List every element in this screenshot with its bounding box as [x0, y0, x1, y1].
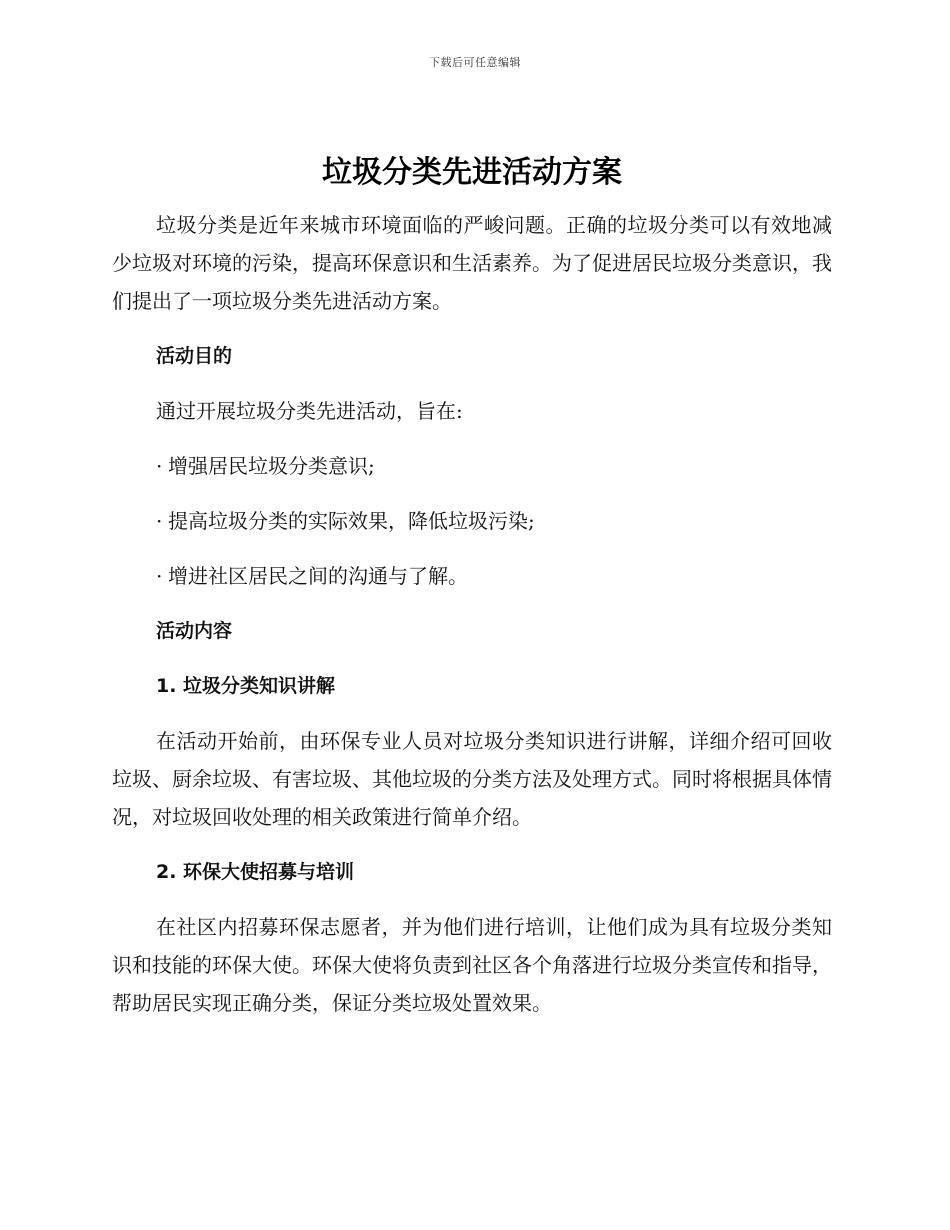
bullet-text: 增进社区居民之间的沟通与了解。 — [168, 564, 468, 588]
bullet-dot-icon: · — [156, 454, 163, 478]
subsection-heading: 1. 垃圾分类知识讲解 — [156, 675, 336, 697]
bullet-text: 提高垃圾分类的实际效果，降低垃圾污染; — [168, 509, 535, 533]
bullet-item — [112, 557, 832, 595]
section-heading-content: 活动内容 — [156, 620, 233, 642]
purpose-lead: 通过开展垃圾分类先进活动，旨在: — [156, 399, 463, 423]
bullet-item — [112, 502, 832, 540]
bullet-item — [112, 447, 832, 485]
intro-paragraph: 垃圾分类是近年来城市环境面临的严峻问题。正确的垃圾分类可以有效地减少垃圾对环境的污染，提高环保意识和生活素养。为了促进居民垃圾分类意识，我们提出了一项垃圾分类先进活动方案。 — [112, 213, 832, 313]
document-body — [112, 148, 832, 1039]
document-title: 垃圾分类先进活动方案 — [322, 155, 622, 190]
section-heading-purpose: 活动目的 — [156, 345, 233, 367]
bullet-dot-icon: · — [156, 564, 163, 588]
subsection-body: 在社区内招募环保志愿者，并为他们进行培训，让他们成为具有垃圾分类知识和技能的环保大使。环保大使将负责到社区各个角落进行垃圾分类宣传和指导，帮助居民实现正确分类，保证分类垃圾处置效果。 — [112, 915, 832, 1015]
subsection-body: 在活动开始前，由环保专业人员对垃圾分类知识进行讲解，详细介绍可回收垃圾、厨余垃圾、有害垃圾、其他垃圾的分类方法及处理方式。同时将根据具体情况，对垃圾回收处理的相关政策进行简单介绍。 — [112, 729, 832, 829]
bullet-dot-icon: · — [156, 509, 163, 533]
bullet-text: 增强居民垃圾分类意识; — [168, 454, 375, 478]
header-note: 下载后可任意编辑 — [429, 56, 521, 69]
subsection-heading: 2. 环保大使招募与培训 — [156, 861, 355, 883]
